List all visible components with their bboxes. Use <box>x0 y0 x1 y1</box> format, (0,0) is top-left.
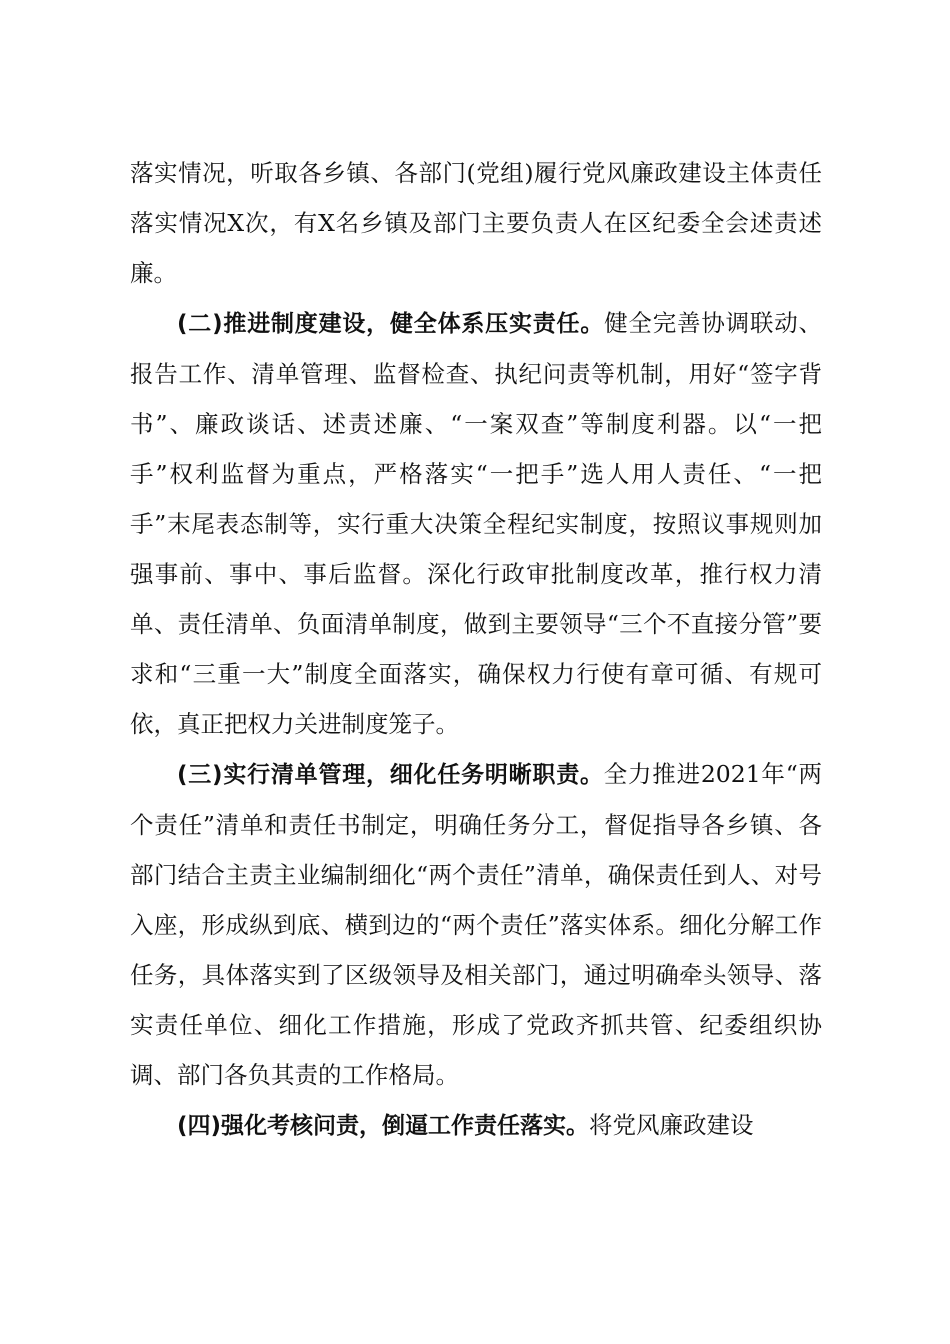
paragraph-list-management <box>130 749 822 1100</box>
paragraph-text: 将党风廉政建设 <box>589 1111 754 1139</box>
paragraph-heading: (二)推进制度建设，健全体系压实责任。 <box>177 311 605 337</box>
paragraph-heading: (四)强化考核问责，倒逼工作责任落实。 <box>177 1113 590 1139</box>
paragraph-assessment-accountability <box>130 1100 822 1151</box>
paragraph-text: 健全完善协调联动、报告工作、清单管理、监督检查、执纪问责等机制，用好“签字背书”、廉政谈话、述责述廉、“一案双查”等制度利器。以“一把手”权利监督为重点，严格落实“一把手”选人用人责任、“一把手”末尾表态制等，实行重大决策全程纪实制度，按照议事规则加强事前、事中、事后监督。深化行政审批制度改革，推行权力清单、责任清单、负面清单制度，做到主要领导“三个不直接分管”要求和“三重一大”制度全面落实，确保权力行使有章可循、有规可依，真正把权力关进制度笼子。 <box>130 309 823 738</box>
paragraph-text: 全力推进2021年“两个责任”清单和责任书制定，明确任务分工，督促指导各乡镇、各部门结合主责主业编制细化“两个责任”清单，确保责任到人、对号入座，形成纵到底、横到边的“两个责任”落实体系。细化分解工作任务，具体落实到了区级领导及相关部门，通过明确牵头领导、落实责任单位、细化工作措施，形成了党政齐抓共管、纪委组织协调、部门各负其责的工作格局。 <box>130 760 822 1089</box>
paragraph-institution-building <box>130 298 822 749</box>
paragraph-text: 落实情况，听取各乡镇、各部门(党组)履行党风廉政建设主体责任落实情况X次，有X名乡镇及部门主要负责人在区纪委全会述责述廉。 <box>130 159 822 287</box>
paragraph-heading: (三)实行清单管理，细化任务明晰职责。 <box>177 762 604 788</box>
document-body <box>130 148 822 1151</box>
paragraph-continued <box>130 148 822 298</box>
